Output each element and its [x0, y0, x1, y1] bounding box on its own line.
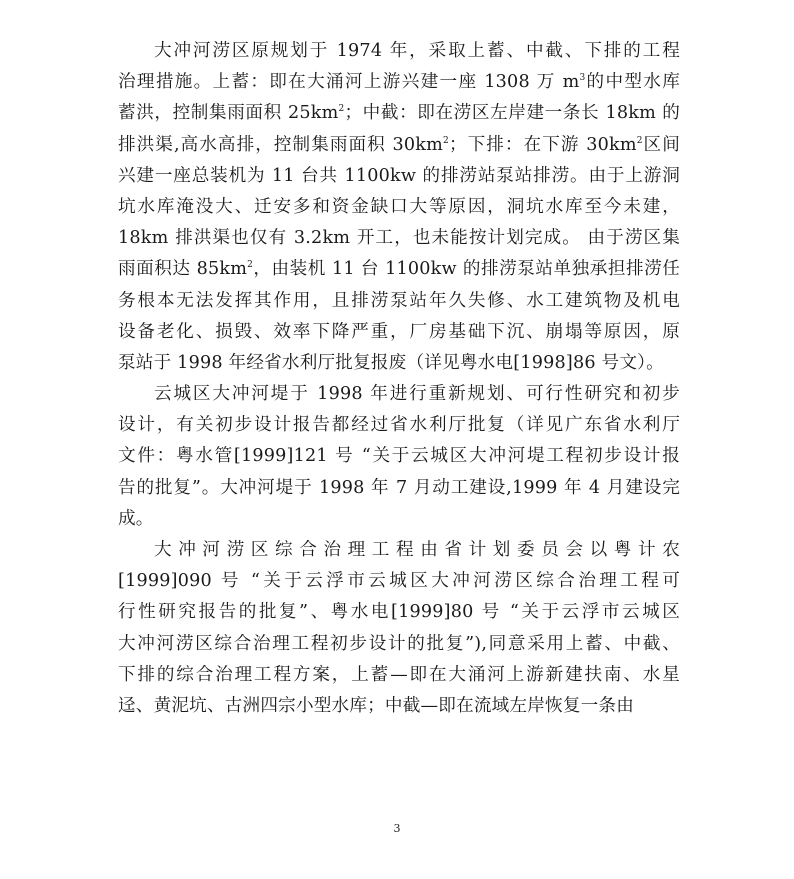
- text-run: 蓄洪，控制集雨面积 25km: [118, 103, 339, 124]
- text-line: [118, 36, 680, 67]
- paragraph: [118, 36, 680, 379]
- superscript: 2: [636, 135, 643, 146]
- text-line: [118, 504, 680, 535]
- text-run: 成。: [118, 508, 154, 529]
- text-line: [118, 98, 680, 129]
- text-run: 的中型水库: [585, 72, 680, 93]
- body-text: [118, 36, 680, 722]
- text-run: [1999]090 号 “关于云浮市云城区大冲河涝区综合治理工程可: [118, 571, 680, 592]
- text-run: ；下排：在下游 30km: [448, 134, 637, 155]
- text-line: [118, 317, 680, 348]
- paragraph: [118, 535, 680, 722]
- superscript: 3: [579, 73, 586, 84]
- text-line: [118, 286, 680, 317]
- text-run: 大冲河涝区原规划于 1974 年，采取上蓄、中截、下排的工程: [154, 41, 680, 61]
- superscript: 2: [338, 104, 345, 115]
- text-line: [118, 473, 680, 504]
- superscript: 2: [443, 135, 449, 146]
- text-line: [118, 410, 680, 441]
- text-run: 18km 排洪渠也仅有 3.2km 开工，也未能按计划完成。 由于涝区集: [118, 228, 680, 249]
- text-run: 行性研究报告的批复”、粤水电[1999]80 号 “关于云浮市云城区: [118, 602, 680, 623]
- text-line: [118, 161, 680, 192]
- text-run: 云城区大冲河堤于 1998 年进行重新规划、可行性研究和初步: [154, 384, 680, 405]
- text-run: 设备老化、损毁、效率下降严重，厂房基础下沉、崩塌等原因，原: [118, 321, 680, 342]
- text-line: [118, 254, 680, 285]
- text-line: [118, 691, 680, 722]
- text-run: 兴建一座总装机为 11 台共 1100kw 的排涝站泵站排涝。由于上游洞: [118, 165, 680, 186]
- text-line: [118, 597, 680, 628]
- text-run: 排洪渠,高水高排，控制集雨面积 30km: [118, 134, 444, 155]
- text-line: [118, 379, 680, 410]
- text-line: [118, 223, 680, 254]
- text-line: [118, 192, 680, 223]
- text-line: [118, 441, 680, 472]
- text-run: 区间: [642, 134, 680, 155]
- text-run: 迳、黄泥坑、古洲四宗小型水库；中截—即在流域左岸恢复一条由: [118, 695, 635, 716]
- text-run: 雨面积达 85km: [118, 259, 248, 280]
- text-line: [118, 660, 680, 691]
- text-run: 大冲河涝区综合治理工程由省计划委员会以粤计农: [154, 540, 680, 560]
- text-run: 泵站于 1998 年经省水利厅批复报废（详见粤水电[1998]86 号文）。: [118, 352, 664, 373]
- text-run: 大冲河涝区综合治理工程初步设计的批复”),同意采用上蓄、中截、: [118, 633, 680, 654]
- text-run: ，由装机 11 台 1100kw 的排涝泵站单独承担排涝任: [253, 259, 681, 280]
- text-run: 设计，有关初步设计报告都经过省水利厅批复（详见广东省水利厅: [118, 415, 680, 436]
- text-run: 务根本无法发挥其作用，且排涝泵站年久失修、水工建筑物及机电: [118, 290, 680, 311]
- text-line: [118, 535, 680, 566]
- text-line: [118, 629, 680, 660]
- text-line: [118, 130, 680, 161]
- text-run: 治理措施。上蓄：即在大涌河上游兴建一座 1308 万 m: [118, 72, 580, 93]
- text-line: [118, 67, 680, 98]
- text-run: 文件：粤水管[1999]121 号 “关于云城区大冲河堤工程初步设计报: [118, 446, 680, 467]
- text-line: [118, 348, 680, 379]
- text-run: 下排的综合治理工程方案，上蓄—即在大涌河上游新建扶南、水星: [118, 664, 680, 685]
- text-run: 坑水库淹没大、迁安多和资金缺口大等原因，洞坑水库至今未建，: [118, 196, 680, 217]
- text-run: 告的批复”。大冲河堤于 1998 年 7 月动工建设,1999 年 4 月建设完: [118, 477, 680, 498]
- text-run: ；中截：即在涝区左岸建一条长 18km 的: [344, 103, 680, 124]
- paragraph: [118, 379, 680, 535]
- text-line: [118, 566, 680, 597]
- page-number: 3: [393, 822, 401, 835]
- superscript: 2: [247, 260, 254, 271]
